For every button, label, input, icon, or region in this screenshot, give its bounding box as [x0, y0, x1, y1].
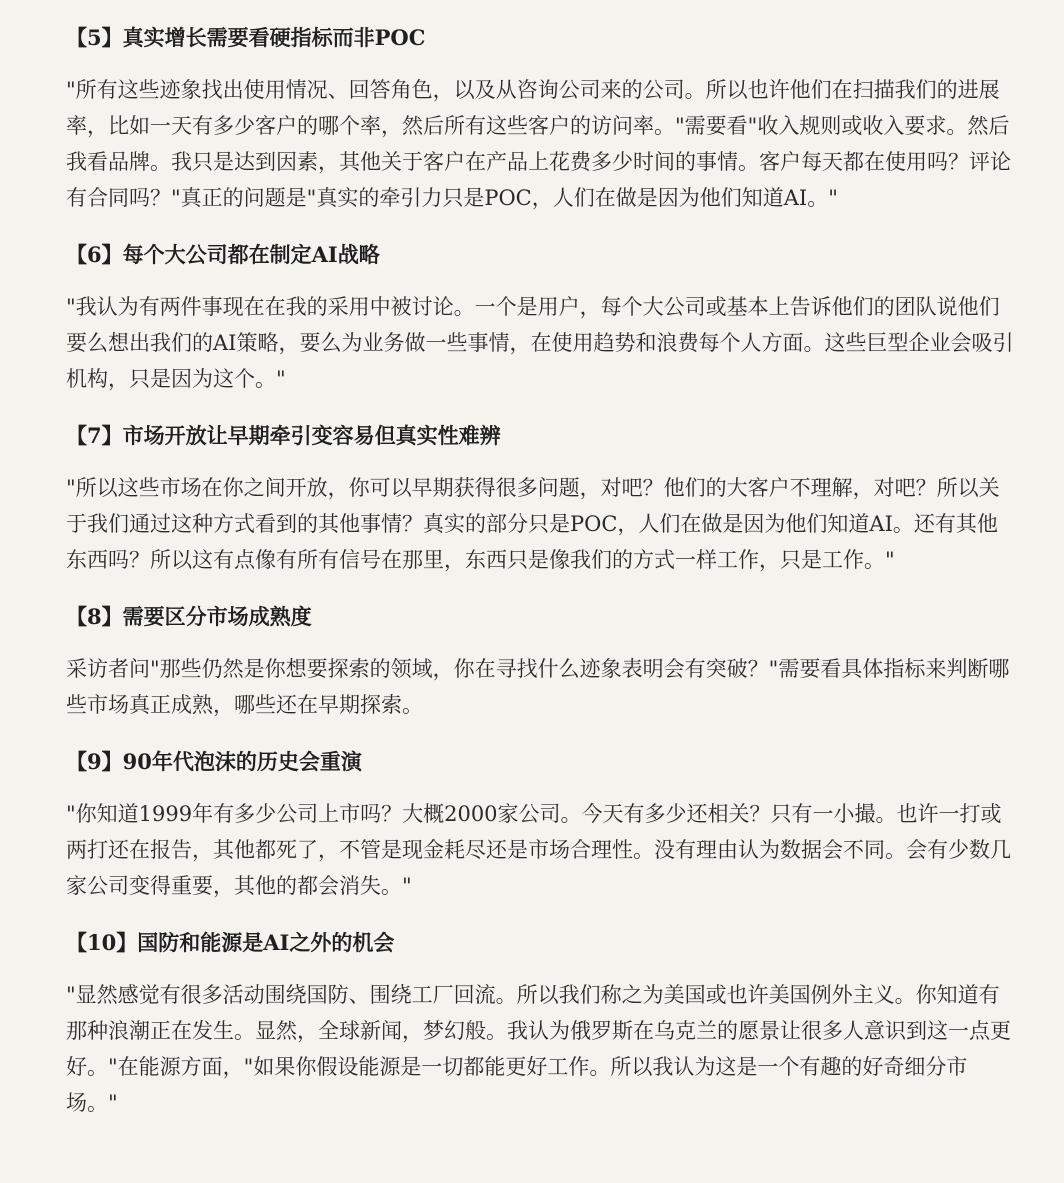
section-paragraph: "显然感觉有很多活动围绕国防、围绕工厂回流。所以我们称之为美国或也许美国例外主义。你知道有那种浪潮正在发生。显然，全球新闻，梦幻般。我认为俄罗斯在乌克兰的愿景让很多人意识到这一点更好。"在能源方面，"如果你假设能源是一切都能更好工作。所以我认为这是一个有趣的好奇细分市场。"	[66, 983, 1011, 1115]
section-paragraph: 采访者问"那些仍然是你想要探索的领域，你在寻找什么迹象表明会有突破？"需要看具体指标来判断哪些市场真正成熟，哪些还在早期探索。	[66, 657, 1010, 717]
section-heading: 【5】真实增长需要看硬指标而非POC	[66, 25, 426, 50]
section-paragraph: "我认为有两件事现在在我的采用中被讨论。一个是用户，每个大公司或基本上告诉他们的团队说他们要么想出我们的AI策略，要么为业务做一些事情，在使用趋势和浪费每个人方面。这些巨型企业会吸引机构，只是因为这个。"	[66, 295, 1014, 391]
section-paragraph: "你知道1999年有多少公司上市吗？大概2000家公司。今天有多少还相关？只有一小撮。也许一打或两打还在报告，其他都死了，不管是现金耗尽还是市场合理性。没有理由认为数据会不同。会有少数几家公司变得重要，其他的都会消失。"	[66, 802, 1011, 898]
section-heading: 【8】需要区分市场成熟度	[66, 604, 312, 629]
section-6	[66, 237, 1014, 397]
section-7	[66, 418, 1014, 578]
section-8	[66, 599, 1014, 723]
section-9	[66, 744, 1014, 904]
section-heading: 【6】每个大公司都在制定AI战略	[66, 242, 380, 267]
section-5	[66, 20, 1014, 216]
section-paragraph: "所以这些市场在你之间开放，你可以早期获得很多问题，对吧？他们的大客户不理解，对吧？所以关于我们通过这种方式看到的其他事情？真实的部分只是POC，人们在做是因为他们知道AI。还有其他东西吗？所以这有点像有所有信号在那里，东西只是像我们的方式一样工作，只是工作。"	[66, 476, 1000, 572]
section-10	[66, 925, 1014, 1121]
section-heading: 【10】国防和能源是AI之外的机会	[66, 930, 395, 955]
section-paragraph: "所有这些迹象找出使用情况、回答角色，以及从咨询公司来的公司。所以也许他们在扫描我们的进展率，比如一天有多少客户的哪个率，然后所有这些客户的访问率。"需要看"收入规则或收入要求。然后我看品牌。我只是达到因素，其他关于客户在产品上花费多少时间的事情。客户每天都在使用吗？评论有合同吗？"真正的问题是"真实的牵引力只是POC，人们在做是因为他们知道AI。"	[66, 78, 1011, 210]
section-heading: 【7】市场开放让早期牵引变容易但真实性难辨	[66, 423, 501, 448]
section-heading: 【9】90年代泡沫的历史会重演	[66, 749, 362, 774]
